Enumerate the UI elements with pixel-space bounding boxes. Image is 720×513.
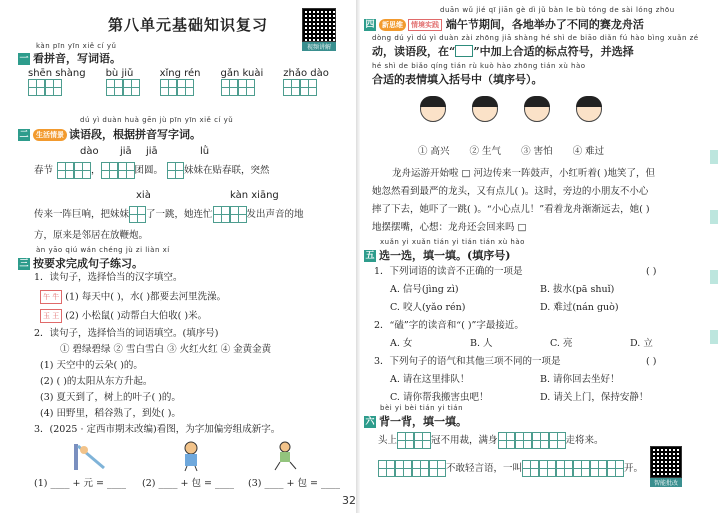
tianzige-box[interactable] xyxy=(607,460,624,477)
text: 妹妹在贴春联，突然 xyxy=(184,164,270,176)
s4-p2: 她忽然看到最严的龙头，又有点儿( )。这时，旁边的小朋友不小心 xyxy=(372,186,649,197)
side-tab xyxy=(710,270,718,284)
tianzige-box[interactable] xyxy=(429,460,446,477)
s5-heading xyxy=(364,247,510,263)
s2-heading xyxy=(18,126,201,142)
s4-tag2: 情境实践 xyxy=(408,19,442,31)
face-labels xyxy=(418,146,604,158)
side-tab xyxy=(710,150,718,164)
tianzige-box[interactable] xyxy=(238,79,255,96)
tianzige-box[interactable] xyxy=(118,162,135,179)
tianzige-box[interactable] xyxy=(45,79,62,96)
tianzige-box[interactable] xyxy=(177,79,194,96)
tianzige-box[interactable] xyxy=(397,432,414,449)
s3-q3c: (3) ____ + 包 = ____ xyxy=(248,478,340,489)
s1-item-pinyin: zhǎo dào xyxy=(283,68,329,79)
tianzige-box[interactable] xyxy=(412,460,429,477)
tianzige-box[interactable] xyxy=(539,460,556,477)
s6-pinyin: bèi yi bèi tián yi tián xyxy=(380,404,464,412)
s5-q3-a[interactable]: A. 请在这里排队！ xyxy=(390,374,470,385)
tianzige-box[interactable] xyxy=(573,460,590,477)
s2-line-2 xyxy=(34,206,304,223)
s5-q3-c[interactable]: C. 请你帮我搬害虫吧！ xyxy=(390,392,489,403)
s5-q1-paren: ( ) xyxy=(646,266,657,277)
tianzige-box[interactable] xyxy=(532,432,549,449)
text: 团圆。 xyxy=(134,164,164,176)
s6-number: 六 xyxy=(365,417,375,427)
s3-pinyin: àn yāo qiú wán chéng jù zi liàn xí xyxy=(36,246,170,254)
s4-tag: 新思维 xyxy=(379,19,406,31)
sad-face-icon xyxy=(576,96,602,122)
s1-item-pinyin: shēn shàng xyxy=(28,68,86,79)
s4-heading xyxy=(364,16,644,32)
side-tab xyxy=(710,330,718,344)
s5-q3-paren: ( ) xyxy=(646,356,657,367)
tianzige-box[interactable] xyxy=(378,460,395,477)
s1-item-pinyin: bù jiǔ xyxy=(105,68,134,79)
s4-number: 四 xyxy=(365,20,375,30)
s3-q1b-tag: 玉 王 xyxy=(40,309,62,323)
s6-line-2 xyxy=(378,460,643,477)
s1-item-0 xyxy=(28,68,86,96)
s1-item-3 xyxy=(221,68,264,96)
s3-q3b: (2) ____ + 包 = ____ xyxy=(142,478,234,489)
text: 传来一阵巨响，把妹妹 xyxy=(34,208,130,220)
face-label: ② 生气 xyxy=(469,146,502,157)
s5-q1: 1．下列词语的读音不正确的一项是 xyxy=(374,266,523,277)
qr-code-grading[interactable] xyxy=(650,446,682,487)
s1-title: 看拼音，写词语。 xyxy=(33,52,121,65)
s2-pinyin: dú yì duàn huà gēn jù pīn yīn xiě cí yǔ xyxy=(80,116,234,124)
tianzige-box[interactable] xyxy=(101,162,118,179)
left-page xyxy=(0,0,358,513)
face-label: ④ 难过 xyxy=(572,146,605,157)
s1-item-1 xyxy=(106,68,140,96)
py-kan: kàn xiāng xyxy=(230,190,279,201)
text: (2) 小松鼠( )动帮白大伯收( )米。 xyxy=(65,310,208,322)
s1-items xyxy=(28,68,348,96)
page-number: 32 xyxy=(342,494,356,507)
s2-tag: 生活情景 xyxy=(33,129,67,141)
tianzige-box[interactable] xyxy=(515,432,532,449)
s6-line-1 xyxy=(378,432,604,449)
s4-line-1: 端午节期间，各地举办了不同的赛龙舟活 xyxy=(445,18,644,31)
s5-q2-b[interactable]: B. 人 xyxy=(470,338,493,349)
s2-title: 读语段，根据拼音写字词。 xyxy=(69,128,201,141)
tianzige-box[interactable] xyxy=(522,460,539,477)
angry-face-icon xyxy=(472,96,498,122)
side-tab xyxy=(710,210,718,224)
running-picture xyxy=(270,440,300,472)
s3-q2a: (1) 天空中的云朵( )的。 xyxy=(40,360,143,371)
text: 了一跳，她连忙 xyxy=(146,208,213,220)
s4-p1: 龙舟运游开始啦 □ 河边传来一阵鼓声，小红听着( )地笑了，但 xyxy=(392,168,655,179)
s5-q2-d[interactable]: D. 立 xyxy=(630,338,653,349)
s3-q1b xyxy=(40,309,207,323)
s1-item-pinyin: gǎn kuài xyxy=(220,68,264,79)
s3-q3a: (1) ____ + 元 = ____ xyxy=(34,478,126,489)
text: 冠不用裁，满身 xyxy=(431,434,498,446)
s5-q1-b[interactable]: B. 拔水(pā shuǐ) xyxy=(540,284,615,295)
s3-q1a-tag: 午 牛 xyxy=(40,290,62,304)
tianzige-box[interactable] xyxy=(167,162,184,179)
tianzige-box[interactable] xyxy=(395,460,412,477)
s1-heading xyxy=(18,50,121,66)
s3-q1a xyxy=(40,290,226,304)
s5-q1-d[interactable]: D. 难过(nán guò) xyxy=(540,302,619,313)
tianzige-box[interactable] xyxy=(414,432,431,449)
qr-code-video[interactable] xyxy=(302,8,336,51)
tianzige-box[interactable] xyxy=(123,79,140,96)
punct-box[interactable] xyxy=(455,45,473,57)
tianzige-box[interactable] xyxy=(160,79,177,96)
face-label: ③ 害怕 xyxy=(521,146,553,157)
s1-pinyin: kàn pīn yīn xiě cí yǔ xyxy=(36,42,117,50)
qr-label: 视频讲解 xyxy=(302,42,336,51)
s3-q1: 1．读句子，选择恰当的汉字填空。 xyxy=(34,272,183,283)
py-lu: lǜ xyxy=(200,146,210,157)
s1-item-2 xyxy=(160,68,201,96)
s1-item-pinyin: xǐng rén xyxy=(159,68,201,79)
s5-title: 选一选，填一填。(填序号) xyxy=(379,249,511,262)
py-xia: xià xyxy=(136,190,151,201)
text: ”中加上合适的标点符号，并选择 xyxy=(473,45,634,58)
py-jia: jiā xyxy=(120,146,132,157)
slide-picture xyxy=(70,440,110,472)
s5-q1-a[interactable]: A. 信号(jìng zì) xyxy=(390,284,459,295)
text: 发出声音的地 xyxy=(246,208,304,220)
s5-q3-d[interactable]: D. 请关上门，保持安静！ xyxy=(540,392,649,403)
s3-number: 三 xyxy=(19,259,29,269)
text: 开。 xyxy=(624,462,644,474)
s1-item-4 xyxy=(283,68,329,96)
tianzige-box[interactable] xyxy=(590,460,607,477)
tianzige-box[interactable] xyxy=(549,432,566,449)
s2-line-3: 方，原来是邻居在放鞭炮。 xyxy=(34,230,149,241)
qr2-label: 智能批改 xyxy=(650,478,682,487)
s5-q1-c[interactable]: C. 咬人(yǎo rén) xyxy=(390,302,466,313)
right-page xyxy=(360,0,720,513)
tianzige-box[interactable] xyxy=(129,206,146,223)
tianzige-box[interactable] xyxy=(74,162,91,179)
s5-number: 五 xyxy=(365,251,375,261)
text: 春节 xyxy=(34,164,54,176)
py-jia2: jiā xyxy=(146,146,158,157)
face-label: ① 高兴 xyxy=(418,146,450,157)
s4-line-3: 合适的表情填入括号中（填序号）。 xyxy=(372,73,543,86)
text: ， xyxy=(91,164,101,176)
face-row xyxy=(420,96,602,122)
s4-pinyin-1: duān wǔ jié qī jiān gè dì jǔ bàn le bù tóng de sài lóng zhōu xyxy=(440,6,675,14)
s3-q2b: (2) ( )的太阳从东方升起。 xyxy=(40,376,153,387)
tianzige-box[interactable] xyxy=(213,206,230,223)
s2-number: 二 xyxy=(19,130,29,140)
s5-pinyin: xuǎn yi xuǎn tián yi tián tián xù hào xyxy=(380,238,525,246)
tianzige-box[interactable] xyxy=(300,79,317,96)
text: 走将来。 xyxy=(565,434,604,446)
child-picture xyxy=(176,440,206,472)
text: 头上 xyxy=(378,434,398,446)
s4-p4: 地摆摆嘴，心想：龙舟还会回来吗 □ xyxy=(372,222,527,233)
page-title: 第八单元基础知识复习 xyxy=(108,16,269,34)
s1-number: 一 xyxy=(19,54,29,64)
text: 不敢轻言语，一叫 xyxy=(446,462,523,474)
tianzige-box[interactable] xyxy=(57,162,74,179)
s3-q2-options: ① 碧绿碧绿 ② 雪白雪白 ③ 火红火红 ④ 金黄金黄 xyxy=(60,344,272,355)
tianzige-box[interactable] xyxy=(28,79,45,96)
scared-face-icon xyxy=(524,96,550,122)
s4-p3: 摔了下去，她吓了一跳( )。“小心点儿！”看着龙舟渐渐远去，她( ) xyxy=(372,204,650,215)
happy-face-icon xyxy=(420,96,446,122)
tianzige-box[interactable] xyxy=(556,460,573,477)
s3-q2d: (4) 田野里，稻谷熟了，到处( )。 xyxy=(40,408,181,419)
s3-q2c: (3) 夏天到了，树上的叶子( )的。 xyxy=(40,392,181,403)
s4-pinyin-3: hé shì de biǎo qíng tián rù kuò hào zhōng tián xù hào xyxy=(372,62,586,70)
s6-title: 背一背，填一填。 xyxy=(379,415,467,428)
tianzige-box[interactable] xyxy=(221,79,238,96)
s4-line-2 xyxy=(372,43,634,59)
s5-q2: 2．“磕”字的读音和“( )”字最接近。 xyxy=(374,320,524,331)
s3-title: 按要求完成句子练习。 xyxy=(33,257,143,270)
s3-q3: 3．(2025 · 定西市期末改编)看图，为字加偏旁组成新字。 xyxy=(34,424,281,435)
s2-line-1 xyxy=(34,162,270,179)
tianzige-box[interactable] xyxy=(230,206,247,223)
text: (1) 每天中( )，水( )都要去河里洗澡。 xyxy=(65,291,227,303)
s5-q2-a[interactable]: A. 女 xyxy=(390,338,413,349)
tianzige-box[interactable] xyxy=(498,432,515,449)
s5-q3-b[interactable]: B. 请你回去坐好！ xyxy=(540,374,620,385)
tianzige-box[interactable] xyxy=(283,79,300,96)
s6-heading xyxy=(364,413,467,429)
py-dao: dào xyxy=(80,146,99,157)
s4-pinyin-2: dòng dú yì dú yì duàn zài zhōng jiā shàng hé shì de biāo diǎn fú hào bìng xuǎn zé xyxy=(372,34,699,42)
s5-q2-c[interactable]: C. 亮 xyxy=(550,338,573,349)
tianzige-box[interactable] xyxy=(106,79,123,96)
text: 动，读语段，在“ xyxy=(372,45,456,58)
s3-q2: 2．读句子，选择恰当的词语填空。(填序号) xyxy=(34,328,219,339)
s3-heading xyxy=(18,255,143,271)
s5-q3: 3．下列句子的语气和其他三项不同的一项是 xyxy=(374,356,561,367)
